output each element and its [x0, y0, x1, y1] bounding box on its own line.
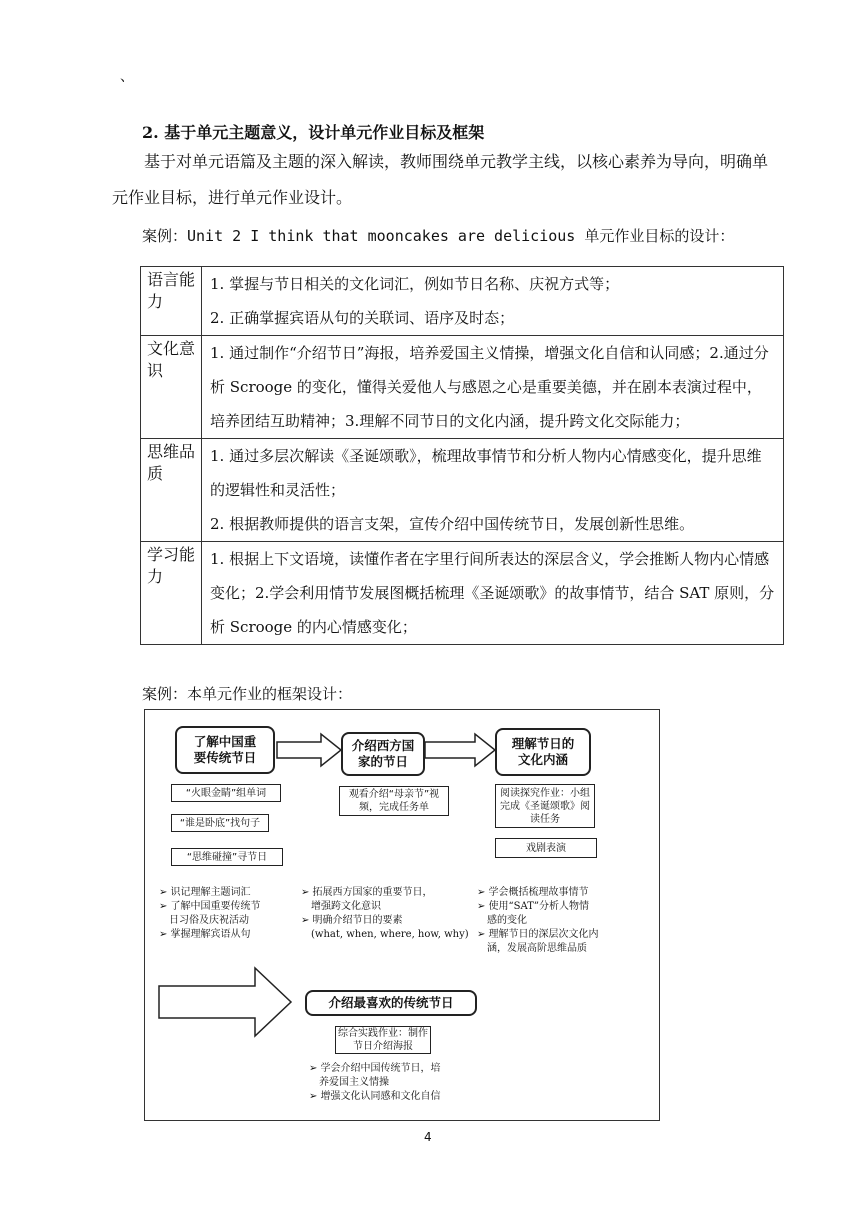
table-row [141, 542, 784, 645]
goal-notes-2: ➢ 拓展西方国家的重要节日， 增强跨文化意识 ➢ 明确介绍节日的要素 (what, when, where, how, why) [301, 887, 469, 940]
big-arrow-icon [159, 968, 291, 1036]
task-box: “火眼金睛”组单词 [171, 784, 281, 802]
task-box: 阅读探究作业：小组完成《圣诞颂歌》阅读任务 [495, 784, 595, 828]
category-cell: 思维品质 [141, 439, 202, 542]
category-cell: 学习能力 [141, 542, 202, 645]
framework-diagram [144, 709, 660, 1121]
goal-notes-3: ➢ 学会概括梳理故事情节 ➢ 使用“SAT”分析人物情 感的变化 ➢ 理解节日的深层次文化内 涵，发展高阶思维品质 [477, 887, 599, 954]
task-box: “谁是卧底”找句子 [171, 814, 269, 832]
task-box: 戏剧表演 [495, 838, 597, 858]
goal-notes-1: ➢ 识记理解主题词汇 ➢ 了解中国重要传统节 日习俗及庆祝活动 ➢ 掌握理解宾语从句 [159, 887, 261, 940]
stray-mark: 、 [120, 69, 134, 85]
stage-box-4: 介绍最喜欢的传统节日 [305, 990, 477, 1016]
goals-table [140, 266, 784, 645]
case-label-framework: 案例：本单元作业的框架设计： [142, 685, 353, 703]
stage-box-3: 理解节日的文化内涵 [495, 728, 591, 776]
task-box: 观看介绍“母亲节”视频，完成任务单 [339, 786, 449, 816]
stage-box-1: 了解中国重要传统节日 [175, 726, 275, 774]
task-box: “思维碰撞”寻节日 [171, 848, 283, 866]
arrow-icon [277, 734, 341, 766]
stage-box-2: 介绍西方国家的节日 [341, 732, 425, 776]
category-cell: 文化意识 [141, 336, 202, 439]
arrow-icon [425, 734, 495, 766]
task-box: 综合实践作业：制作节日介绍海报 [335, 1026, 431, 1054]
table-row [141, 267, 784, 336]
category-cell: 语言能力 [141, 267, 202, 336]
page-number: 4 [424, 1130, 432, 1144]
intro-paragraph: 基于对单元语篇及主题的深入解读，教师围绕单元教学主线，以核心素养为导向，明确单元作业目标，进行单元作业设计。 [112, 152, 769, 207]
goal-text-cell: 1. 根据上下文语境，读懂作者在字里行间所表达的深层含义，学会推断人物内心情感变化；2.学会利用情节发展图概括梳理《圣诞颂歌》的故事情节，结合 SAT 原则，分析 Scrooge 的内心情感变化； [202, 542, 784, 645]
goal-notes-4: ➢ 学会介绍中国传统节日，培 养爱国主义情操 ➢ 增强文化认同感和文化自信 [309, 1063, 441, 1102]
table-row [141, 336, 784, 439]
section-heading: 2. 基于单元主题意义，设计单元作业目标及框架 [142, 123, 485, 142]
case-label-goals: 案例：Unit 2 I think that mooncakes are delicious 单元作业目标的设计： [142, 227, 735, 245]
goal-text-cell: 1. 掌握与节日相关的文化词汇，例如节日名称、庆祝方式等； 2. 正确掌握宾语从句的关联词、语序及时态； [202, 267, 784, 336]
goal-text-cell: 1. 通过制作“介绍节日”海报，培养爱国主义情操，增强文化自信和认同感；2.通过分析 Scrooge 的变化，懂得关爱他人与感恩之心是重要美德，并在剧本表演过程中，培养团结互助精神；3.理解不同节日的文化内涵，提升跨文化交际能力； [202, 336, 784, 439]
table-row [141, 439, 784, 542]
goal-text-cell: 1. 通过多层次解读《圣诞颂歌》，梳理故事情节和分析人物内心情感变化，提升思维的逻辑性和灵活性； 2. 根据教师提供的语言支架，宣传介绍中国传统节日，发展创新性思维。 [202, 439, 784, 542]
